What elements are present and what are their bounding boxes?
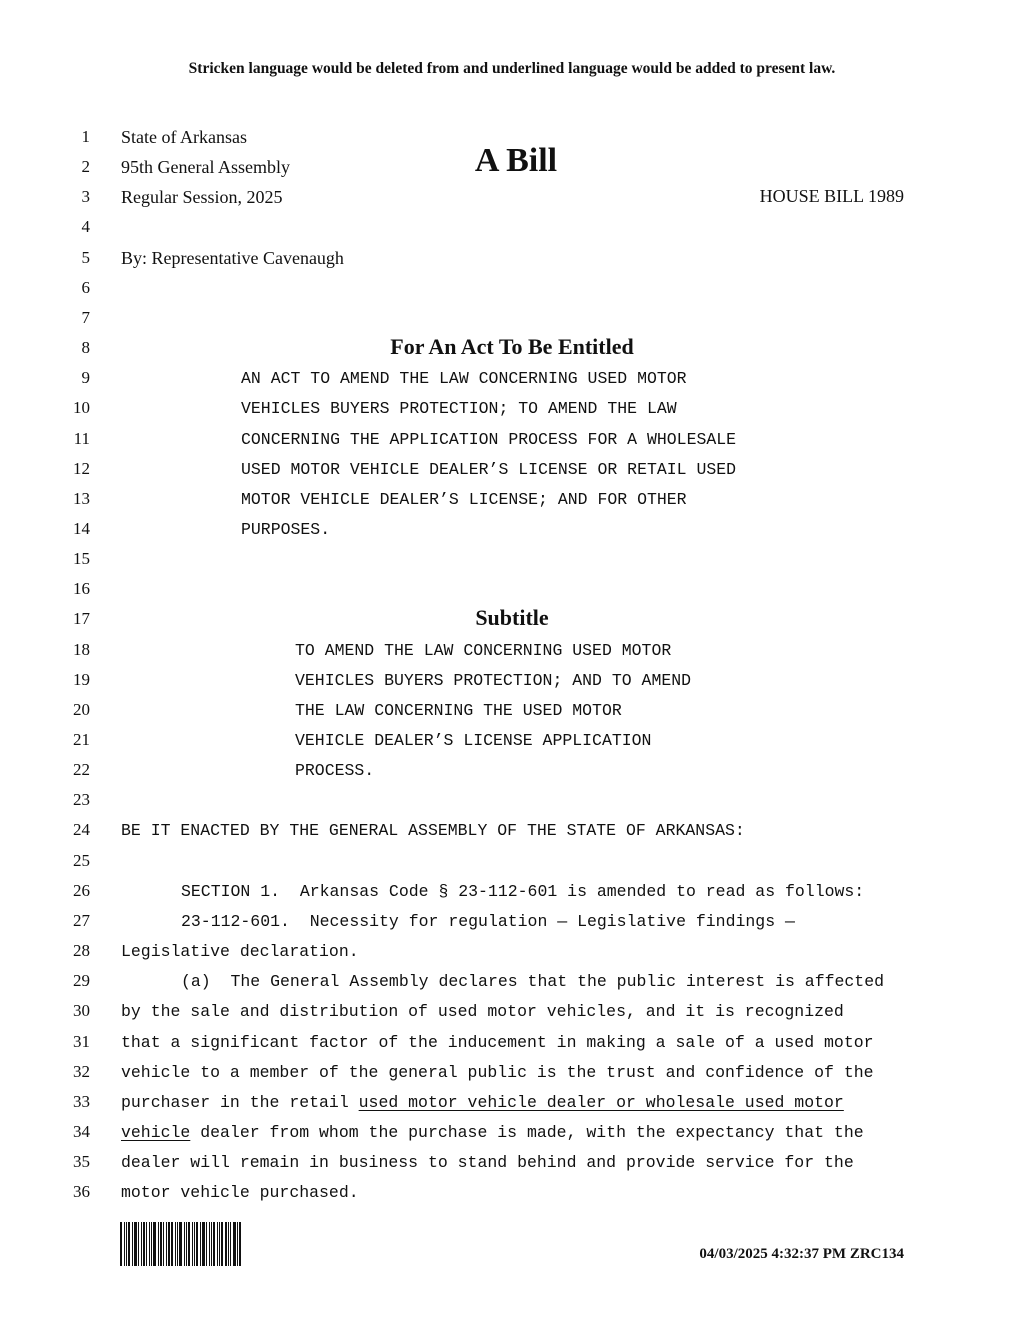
barcode-bar [196,1222,198,1266]
act-title-line [241,430,736,449]
barcode-bar [179,1222,182,1266]
inserted-text-segment: vehicle [121,1122,191,1142]
line-number: 33 [73,1091,90,1111]
entitled-heading: For An Act To Be Entitled [390,334,634,359]
act-title-line [241,490,687,509]
line-33 [0,1089,1024,1119]
barcode-bar [213,1222,215,1266]
line-number: 19 [73,669,90,689]
line-36 [0,1179,1024,1209]
line-number: 23 [73,790,90,810]
barcode-bar [171,1222,173,1266]
line-number: 1 [81,127,90,146]
line-5 [0,245,1024,275]
line-23 [0,787,1024,817]
barcode-bar [239,1222,241,1266]
general-assembly-segment: 95th General Assembly [121,157,290,178]
barcode-bar [209,1222,210,1266]
subtitle-line [295,701,622,720]
line-number: 35 [73,1152,90,1172]
line-number: 6 [81,277,90,297]
body-text-line [121,1033,874,1052]
line-number: 3 [81,187,90,207]
body-text-line-segment: by the sale and distribution of used motor vehicles, and it is recognized [121,1002,844,1022]
line-number: 7 [81,307,90,327]
line-31 [0,1029,1024,1059]
amendment-notice: Stricken language would be deleted from and underlined language would be added to present law. [188,60,836,77]
act-title-line-segment: PURPOSES. [241,519,331,539]
subtitle-heading: Subtitle [475,605,549,630]
act-title-line-segment: AN ACT TO AMEND THE LAW CONCERNING USED MOTOR [241,369,687,389]
subtitle-line-segment: VEHICLES BUYERS PROTECTION; AND TO AMEND [295,670,692,690]
line-number: 36 [73,1182,90,1202]
act-title-line [241,460,736,479]
line-number: 28 [73,941,90,961]
barcode-bar [168,1222,170,1266]
barcode-bar [230,1222,231,1266]
barcode-bar [166,1222,167,1266]
barcode-bar [143,1222,145,1266]
barcode-bar [138,1222,139,1266]
barcode-bar [228,1222,229,1266]
act-title-line-segment: USED MOTOR VEHICLE DEALER’S LICENSE OR RETAIL USED [241,459,737,479]
barcode-bar [128,1222,130,1266]
body-text-line [121,1093,844,1112]
barcode-bar [221,1222,223,1266]
act-title-line [241,520,330,539]
section-heading [181,882,864,901]
line-32 [0,1059,1024,1089]
barcode-bar [146,1222,147,1266]
line-16 [0,576,1024,606]
line-number: 32 [73,1061,90,1081]
body-text-line-segment: motor vehicle purchased. [121,1183,359,1203]
line-number: 16 [73,579,90,599]
act-title-line-segment: MOTOR VEHICLE DEALER’S LICENSE; AND FOR OTHER [241,489,687,509]
subtitle-line-segment: VEHICLE DEALER’S LICENSE APPLICATION [295,731,652,750]
state-name-segment: State of Arkansas [121,127,247,147]
barcode-bar [132,1222,133,1266]
barcode [120,1222,250,1266]
body-text-line [121,1063,874,1082]
body-text-line-segment: that a significant factor of the inducement in making a sale of a used motor [121,1032,874,1052]
code-section-title-cont [121,942,359,961]
subtitle-line-segment: TO AMEND THE LAW CONCERNING USED MOTOR [295,640,672,660]
line-number: 11 [73,428,90,448]
barcode-bar [211,1222,212,1266]
line-4 [0,214,1024,244]
code-section-title [181,912,795,931]
body-text-line [121,1153,854,1172]
barcode-bar [120,1222,122,1266]
line-28 [0,938,1024,968]
barcode-bar [134,1222,137,1266]
subtitle-line [295,761,374,780]
line-14 [0,516,1024,546]
line-7 [0,305,1024,335]
subtitle-line-segment: THE LAW CONCERNING THE USED MOTOR [295,700,622,720]
line-number: 12 [73,458,90,478]
body-text-line [121,1183,359,1202]
barcode-bar [149,1222,150,1266]
barcode-bar [151,1222,152,1266]
line-number: 27 [73,910,90,930]
line-number: 22 [73,760,90,780]
body-text-line-segment: (a) The General Assembly declares that the public interest is affected [181,972,885,992]
body-text-line-segment: purchaser in the retail [121,1092,359,1112]
subtitle-line [295,641,671,660]
line-number: 15 [73,549,90,569]
line-11 [0,426,1024,456]
sponsor [121,248,344,269]
barcode-bar [124,1222,125,1266]
subtitle-line-segment: PROCESS. [295,761,375,781]
line-number: 4 [81,217,90,237]
line-27 [0,908,1024,938]
line-number: 20 [73,699,90,719]
act-title-line-segment: VEHICLES BUYERS PROTECTION; TO AMEND THE LAW [241,399,677,419]
body-text-line-segment: dealer will remain in business to stand behind and provide service for the [121,1153,854,1173]
line-number: 29 [73,971,90,991]
inserted-text: used motor vehicle dealer or wholesale used motor [358,1092,844,1112]
line-26 [0,878,1024,908]
line-number: 8 [81,338,90,358]
barcode-bar [237,1222,238,1266]
barcode-bar [160,1222,162,1266]
footer-timestamp: 04/03/2025 4:32:37 PM ZRC134 [699,1246,904,1262]
line-number: 18 [73,639,90,659]
barcode-bar [225,1222,227,1266]
barcode-bar [126,1222,127,1266]
line-number: 2 [81,157,90,177]
section-heading-segment: SECTION 1. Arkansas Code § 23-112-601 is amended to read as follows: [181,881,865,901]
line-number: 9 [81,368,90,388]
barcode-bar [194,1222,195,1266]
line-12 [0,456,1024,486]
body-text-line: dealer from whom the purchase is made, with the expectancy that the [190,1122,864,1142]
line-number: 10 [73,398,90,418]
barcode-bar [141,1222,142,1266]
line-35 [0,1149,1024,1179]
session [121,187,283,208]
barcode-bar [177,1222,178,1266]
barcode-bar [206,1222,207,1266]
barcode-bar [158,1222,159,1266]
barcode-bar [233,1222,236,1266]
barcode-bar [217,1222,218,1266]
enacting-clause [121,821,745,840]
line-number: 17 [73,609,90,629]
barcode-bar [192,1222,193,1266]
line-number: 14 [73,518,90,538]
body-text-line [181,972,884,991]
bill-number: HOUSE BILL 1989 [759,186,904,206]
barcode-bar [175,1222,176,1266]
act-title-line-segment: CONCERNING THE APPLICATION PROCESS FOR A WHOLESALE [241,429,737,449]
line-10 [0,395,1024,425]
line-34 [0,1119,1024,1149]
barcode-bar [202,1222,205,1266]
line-number: 25 [73,850,90,870]
barcode-bar [188,1222,190,1266]
line-number: 26 [73,880,90,900]
line-9 [0,365,1024,395]
barcode-bar [163,1222,164,1266]
document-type-title: A Bill [474,142,558,179]
code-section-title-cont-segment: Legislative declaration. [121,942,359,962]
line-number: 31 [73,1031,90,1051]
barcode-bar [200,1222,201,1266]
line-18 [0,637,1024,667]
subtitle-line [295,671,691,690]
line-19 [0,667,1024,697]
line-6 [0,275,1024,305]
line-30 [0,998,1024,1028]
enacting-clause-segment: BE IT ENACTED BY THE GENERAL ASSEMBLY OF THE STATE OF ARKANSAS: [121,821,745,841]
barcode-bar [186,1222,187,1266]
line-number: 5 [81,247,90,267]
session-segment: Regular Session, 2025 [121,187,283,208]
line-22 [0,757,1024,787]
sponsor-segment: By: Representative Cavenaugh [121,247,344,268]
line-29 [0,968,1024,998]
act-title-line [241,399,677,418]
line-number: 24 [73,820,90,840]
barcode-bar [219,1222,220,1266]
line-15 [0,546,1024,576]
line-number: 13 [73,488,90,508]
barcode-bar [153,1222,156,1266]
line-number: 30 [73,1001,90,1021]
barcode-bar [184,1222,185,1266]
act-title-line [241,369,687,388]
subtitle-line [295,731,651,750]
line-number: 21 [73,730,90,749]
inserted-text [121,1123,864,1142]
line-20 [0,697,1024,727]
line-24 [0,817,1024,847]
code-section-title-segment: 23-112-601. Necessity for regulation — Legislative findings — [181,911,795,931]
body-text-line [121,1002,844,1021]
line-25 [0,848,1024,878]
line-21 [0,727,1024,757]
line-13 [0,486,1024,516]
line-number: 34 [73,1121,90,1141]
body-text-line-segment: vehicle to a member of the general public is the trust and confidence of the [121,1062,874,1082]
